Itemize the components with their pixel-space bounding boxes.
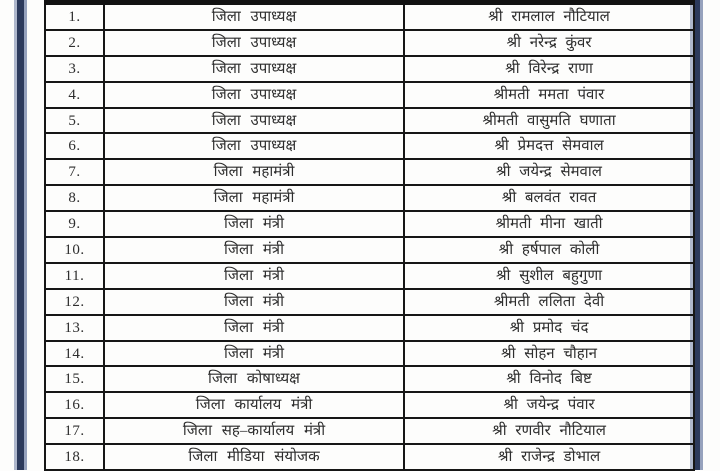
serial-number-cell: 5. bbox=[45, 108, 104, 134]
serial-number-cell: 3. bbox=[45, 56, 104, 82]
position-cell: जिला मंत्री bbox=[104, 263, 404, 289]
position-cell: जिला मंत्री bbox=[104, 237, 404, 263]
serial-number-cell: 17. bbox=[45, 418, 104, 444]
name-cell: श्री रामलाल नौटियाल bbox=[404, 3, 694, 30]
position-cell: जिला मंत्री bbox=[104, 289, 404, 315]
table-row bbox=[45, 82, 694, 108]
name-cell: श्री बलवंत रावत bbox=[404, 185, 694, 211]
serial-number-cell: 14. bbox=[45, 341, 104, 367]
serial-number-cell: 8. bbox=[45, 185, 104, 211]
table-row bbox=[45, 315, 694, 341]
table-body bbox=[45, 3, 694, 471]
name-cell: श्री सोहन चौहान bbox=[404, 341, 694, 367]
position-cell: जिला महामंत्री bbox=[104, 159, 404, 185]
table-row bbox=[45, 133, 694, 159]
serial-number-cell: 15. bbox=[45, 366, 104, 392]
table-row bbox=[45, 185, 694, 211]
serial-number-cell: 13. bbox=[45, 315, 104, 341]
serial-number-cell: 6. bbox=[45, 133, 104, 159]
position-cell: जिला उपाध्यक्ष bbox=[104, 108, 404, 134]
serial-number-cell: 4. bbox=[45, 82, 104, 108]
name-cell: श्री जयेन्द्र सेमवाल bbox=[404, 159, 694, 185]
serial-number-cell: 11. bbox=[45, 263, 104, 289]
position-cell: जिला कोषाध्यक्ष bbox=[104, 366, 404, 392]
table-row bbox=[45, 263, 694, 289]
table-row bbox=[45, 392, 694, 418]
name-cell: श्री जयेन्द्र पंवार bbox=[404, 392, 694, 418]
position-cell: जिला उपाध्यक्ष bbox=[104, 30, 404, 56]
name-cell: श्री नरेन्द्र कुंवर bbox=[404, 30, 694, 56]
serial-number-cell: 18. bbox=[45, 444, 104, 470]
table-row bbox=[45, 56, 694, 82]
name-cell: श्री सुशील बहुगुणा bbox=[404, 263, 694, 289]
table-row bbox=[45, 108, 694, 134]
table-row bbox=[45, 30, 694, 56]
position-cell: जिला महामंत्री bbox=[104, 185, 404, 211]
table-row bbox=[45, 237, 694, 263]
position-cell: जिला उपाध्यक्ष bbox=[104, 3, 404, 30]
serial-number-cell: 9. bbox=[45, 211, 104, 237]
name-cell: श्री विनोद बिष्ट bbox=[404, 366, 694, 392]
name-cell: श्रीमती मीना खाती bbox=[404, 211, 694, 237]
page-border-left-rule bbox=[14, 0, 27, 470]
serial-number-cell: 12. bbox=[45, 289, 104, 315]
serial-number-cell: 7. bbox=[45, 159, 104, 185]
position-cell: जिला मंत्री bbox=[104, 211, 404, 237]
name-cell: श्रीमती ममता पंवार bbox=[404, 82, 694, 108]
table-row bbox=[45, 3, 694, 30]
serial-number-cell: 10. bbox=[45, 237, 104, 263]
name-cell: श्री राजेन्द्र डोभाल bbox=[404, 444, 694, 470]
serial-number-cell: 1. bbox=[45, 3, 104, 30]
position-cell: जिला उपाध्यक्ष bbox=[104, 82, 404, 108]
position-cell: जिला मंत्री bbox=[104, 315, 404, 341]
name-cell: श्री रणवीर नौटियाल bbox=[404, 418, 694, 444]
table-row bbox=[45, 289, 694, 315]
table-row bbox=[45, 159, 694, 185]
table-row bbox=[45, 444, 694, 470]
position-cell: जिला कार्यालय मंत्री bbox=[104, 392, 404, 418]
table-row bbox=[45, 341, 694, 367]
name-cell: श्रीमती वासुमति घणाता bbox=[404, 108, 694, 134]
name-cell: श्रीमती ललिता देवी bbox=[404, 289, 694, 315]
serial-number-cell: 16. bbox=[45, 392, 104, 418]
position-cell: जिला सह–कार्यालय मंत्री bbox=[104, 418, 404, 444]
position-cell: जिला उपाध्यक्ष bbox=[104, 56, 404, 82]
name-cell: श्री विरेन्द्र राणा bbox=[404, 56, 694, 82]
position-cell: जिला मंत्री bbox=[104, 341, 404, 367]
position-cell: जिला उपाध्यक्ष bbox=[104, 133, 404, 159]
name-cell: श्री प्रमोद चंद bbox=[404, 315, 694, 341]
name-cell: श्री प्रेमदत्त सेमवाल bbox=[404, 133, 694, 159]
name-cell: श्री हर्षपाल कोली bbox=[404, 237, 694, 263]
serial-number-cell: 2. bbox=[45, 30, 104, 56]
table-row bbox=[45, 418, 694, 444]
position-cell: जिला मीडिया संयोजक bbox=[104, 444, 404, 470]
table-row bbox=[45, 211, 694, 237]
table-row bbox=[45, 366, 694, 392]
officials-roster-table bbox=[44, 0, 695, 471]
